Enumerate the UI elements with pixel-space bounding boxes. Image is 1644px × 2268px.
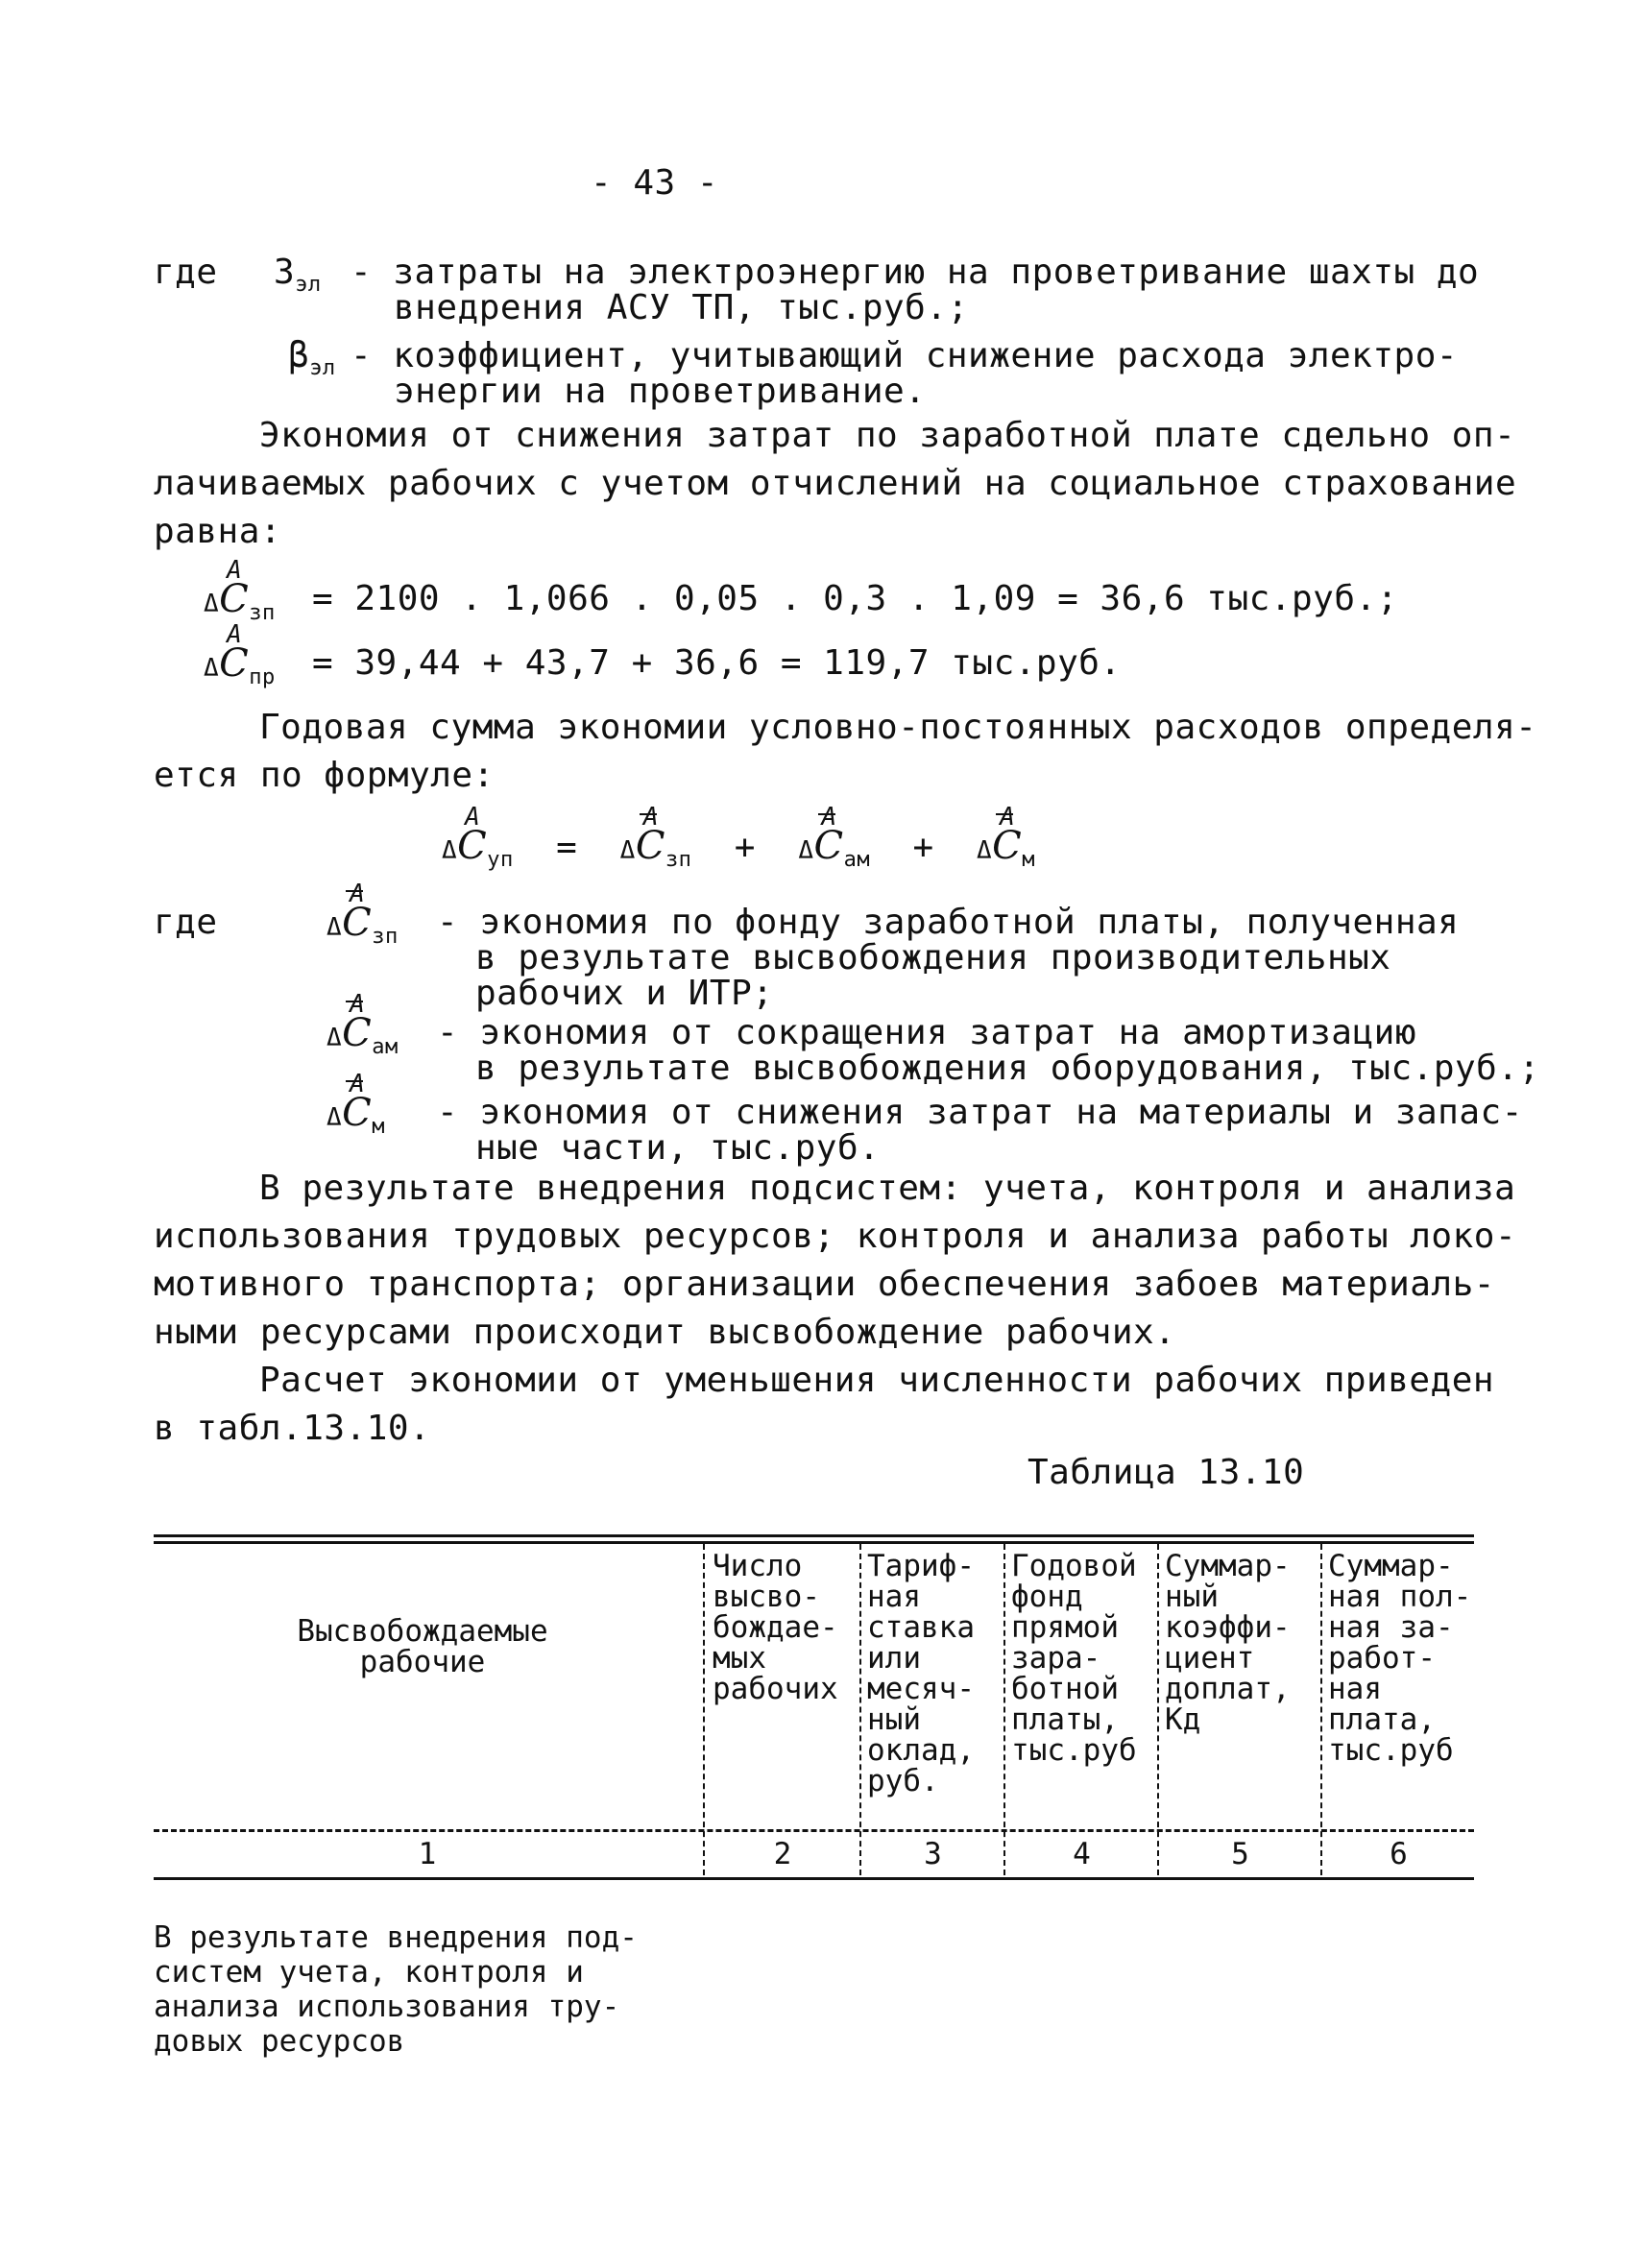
c-symbol: C (219, 577, 250, 621)
def1-line1: - затраты на электроэнергию на проветривание шахты до (351, 253, 1480, 292)
superscript: А (1000, 803, 1016, 832)
delta-symbol: Δ (326, 913, 343, 942)
equation-zp-rhs: = 2100 . 1,066 . 0,05 . 0,3 . 1,09 = 36,6 тыс.руб.; (312, 579, 1398, 618)
superscript: А (227, 620, 243, 649)
def2-line2: энергии на проветривание. (394, 372, 927, 411)
table-col-number-4: 4 (1073, 1837, 1091, 1871)
para1-line3: равна: (154, 512, 282, 551)
table-header-annual-fund: Годовой фонд прямой зара- ботной платы, тыс.руб (1011, 1549, 1137, 1768)
c-bar-symbol: C (342, 1011, 373, 1055)
subscript: м (372, 1115, 386, 1139)
superscript: А (642, 803, 659, 832)
subscript: ам (372, 1035, 399, 1059)
subscript: ам (843, 848, 871, 872)
def1-line2: внедрения АСУ ТП, тыс.руб.; (394, 288, 969, 327)
superscript: А (350, 990, 366, 1019)
table-header-coefficient: Суммар- ный коэффи- циент доплат, Кд (1165, 1549, 1291, 1737)
def-zp-line3: рабочих и ИТР; (475, 974, 774, 1013)
c-bar-symbol: C (342, 1091, 373, 1135)
symbol-main: β (288, 336, 310, 375)
superscript: А (227, 556, 243, 585)
c-bar-symbol: C (813, 824, 844, 868)
def-symbol-zp (326, 880, 399, 962)
table-header-count: Число высво- бождае- мых рабочих (713, 1549, 838, 1706)
def-zp-line2: в результате высвобождения производительных (475, 938, 1391, 977)
subscript: зп (665, 848, 692, 872)
superscript: А (465, 803, 481, 832)
delta-symbol: Δ (204, 654, 220, 683)
table-col-number-6: 6 (1390, 1837, 1408, 1871)
equation-up (442, 803, 1036, 885)
table-header-rate: Тариф- ная ставка или месяч- ный оклад, руб. (867, 1549, 975, 1798)
def-m-line2: ные части, тыс.руб. (475, 1128, 881, 1168)
para4-line2: в табл.13.10. (154, 1409, 431, 1448)
table-col-number-5: 5 (1231, 1837, 1249, 1871)
para1-line1: Экономия от снижения затрат по заработной плате сдельно оп- (259, 416, 1516, 455)
def-symbol-m (326, 1070, 386, 1152)
delta-symbol: Δ (442, 836, 458, 865)
plus-sign: + (734, 828, 756, 867)
subscript: уп (487, 848, 514, 872)
delta-symbol: Δ (977, 836, 993, 865)
equals-sign: = (556, 828, 578, 867)
page-number: - 43 - (591, 163, 719, 203)
equation-pr (204, 620, 276, 703)
superscript: А (350, 1070, 366, 1098)
delta-symbol: Δ (619, 836, 636, 865)
symbol-subscript: эл (295, 273, 322, 297)
table-header-released-workers: Высвобождаемые рабочие (297, 1614, 548, 1679)
c-bar-symbol: C (635, 824, 665, 868)
delta-symbol: Δ (326, 1103, 343, 1132)
para2-line2: ется по формуле: (154, 756, 495, 795)
def-m-line1: - экономия от снижения затрат на материалы и запас- (437, 1093, 1523, 1132)
table-col-number-1: 1 (418, 1837, 437, 1871)
symbol-main: З (274, 253, 296, 292)
table-col-number-3: 3 (924, 1837, 942, 1871)
para2-line1: Годовая сумма экономии условно-постоянных расходов определя- (259, 708, 1537, 747)
para3-line3: мотивного транспорта; организации обеспечения забоев материаль- (154, 1265, 1495, 1304)
table-row-section-title: В результате внедрения под- систем учета, контроля и анализа использования тру- довых ресурсов (154, 1920, 638, 2059)
table-caption: Таблица 13.10 (1028, 1453, 1305, 1492)
c-symbol: C (219, 641, 250, 686)
symbol-subscript: эл (309, 356, 336, 380)
delta-symbol: Δ (326, 1024, 343, 1052)
para1-line2: лачиваемых рабочих с учетом отчислений на социальное страхование (154, 464, 1517, 503)
subscript: пр (249, 665, 276, 689)
delta-symbol: Δ (204, 590, 220, 618)
equation-pr-rhs: = 39,44 + 43,7 + 36,6 = 119,7 тыс.руб. (312, 643, 1122, 683)
subscript: зп (372, 925, 399, 949)
c-symbol: C (457, 824, 488, 868)
superscript: А (821, 803, 837, 832)
delta-symbol: Δ (798, 836, 814, 865)
def-am-line2: в результате высвобождения оборудования, тыс.руб.; (475, 1049, 1540, 1088)
para3-line4: ными ресурсами происходит высвобождение рабочих. (154, 1313, 1176, 1352)
def-zp-line1: - экономия по фонду заработной платы, полученная (437, 903, 1460, 942)
superscript: А (350, 880, 366, 908)
c-bar-symbol: C (342, 901, 373, 945)
table-col-number-2: 2 (773, 1837, 792, 1871)
def-symbol-energy (274, 248, 322, 310)
para4-line1: Расчет экономии от уменьшения численности рабочих приведен (259, 1361, 1495, 1400)
subscript: зп (249, 601, 276, 625)
subscript: м (1022, 848, 1036, 872)
para3-line2: использования трудовых ресурсов; контроля и анализа работы локо- (154, 1217, 1517, 1256)
where-label: где (154, 253, 218, 292)
def2-line1: - коэффициент, учитывающий снижение расхода электро- (351, 336, 1459, 375)
def-am-line1: - экономия от сокращения затрат на амортизацию (437, 1013, 1416, 1052)
table-header-total-wage: Суммар- ная пол- ная за- работ- ная плата, тыс.руб (1328, 1549, 1472, 1768)
plus-sign: + (912, 828, 934, 867)
para3-line1: В результате внедрения подсистем: учета, контроля и анализа (259, 1169, 1516, 1208)
where-label-2: где (154, 903, 218, 942)
c-bar-symbol: C (992, 824, 1023, 868)
def-symbol-beta (288, 331, 336, 394)
